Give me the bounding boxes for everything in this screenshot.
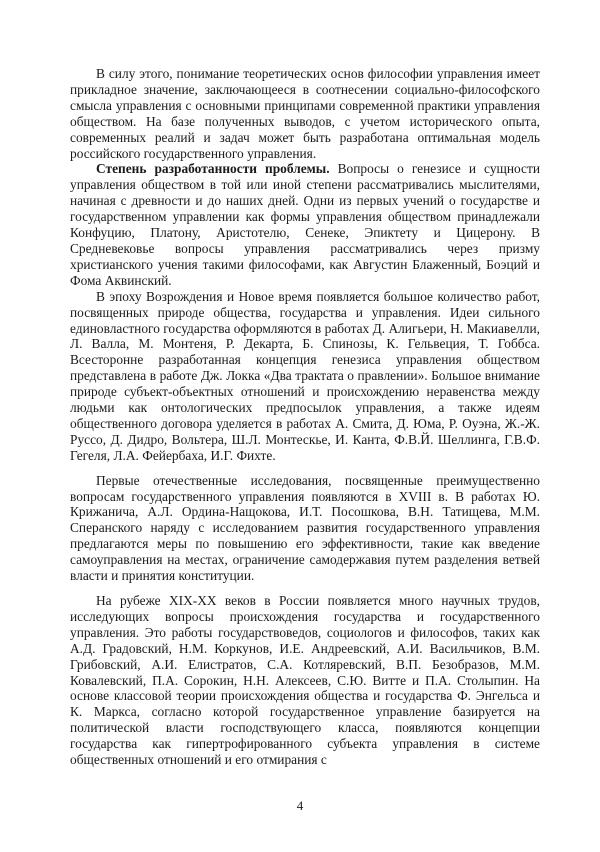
paragraph-4-text: Первые отечественные исследования, посвященные преимущественно вопросам государственного управления появляются в XVIII в. В работах Ю. Крижанича, А.Л. Ордина-Нащокова, И.Т. Посошкова, В.Н. Татищева, М.М. Сперанского наряду с исследованием развития государственного управления предлагаются меры по повышению его эффективности, такие как введение самоуправления на местах, ограничение самодержавия путем разделения ветвей власти и принятия конституции.	[70, 472, 540, 584]
section-heading-inline: Степень разработанности проблемы.	[96, 161, 330, 177]
paragraph-1-text: В силу этого, понимание теоретических основ философии управления имеет прикладное значение, заключающееся в соотнесении социально-философского смысла управления с основными принципами современной практики управления обществом. На базе полученных выводов, с учетом исторического опыта, современных реалий и задач может быть разработана оптимальная модель российского государственного управления.	[70, 66, 540, 161]
paragraph-1	[70, 66, 540, 161]
paragraph-4	[70, 473, 540, 584]
paragraph-3	[70, 289, 540, 464]
paragraph-3-text: В эпоху Возрождения и Новое время появляется большое количество работ, посвященных природе общества, государства и управления. Идеи сильного единовластного государства оформляются в работах Д. Алигьери, Н. Макиавелли, Л. Валла, М. Монтеня, Р. Декарта, Б. Спинозы, К. Гельвеция, Т. Гоббса. Всесторонне разработанная концепция генезиса управления обществом представлена в работе Дж. Локка «Два трактата о правлении». Большое внимание природе субъект-объектных отношений и происхождению неравенства между людьми как онтологических предпосылок управления, а также идеям общественного договора уделяется в работах А. Смита, Д. Юма, Р. Оуэна, Ж.-Ж. Руссо, Д. Дидро, Вольтера, Ш.Л. Монтескье, И. Канта, Ф.В.Й. Шеллинга, Г.В.Ф. Гегеля, Л.А. Фейербаха, И.Г. Фихте.	[70, 288, 540, 463]
paragraph-2-text: Вопросы о генезисе и сущности управления обществом в той или иной степени рассматривались мыслителями, начиная с древности и до наших дней. Одни из первых учений о государстве и государственном управлении как формы управления обществом принадлежали Конфуцию, Платону, Аристотелю, Сенеке, Эпиктету и Цицерону. В Средневековье вопросы управления рассматривались через призму христианского учения такими философами, как Августин Блаженный, Боэций и Фома Аквинский.	[70, 161, 540, 288]
page-number: 4	[296, 798, 304, 813]
paragraph-2	[70, 161, 540, 288]
paragraph-5	[70, 593, 540, 768]
document-page	[70, 66, 540, 768]
paragraph-5-text: На рубеже XIX-XX веков в России появляется много научных трудов, исследующих вопросы происхождения государства и государственного управления. Это работы государствоведов, социологов и философов, таких как А.Д. Градовский, Н.М. Коркунов, И.Е. Андреевский, А.И. Васильчиков, В.М. Грибовский, А.И. Елистратов, С.А. Котляревский, В.П. Безобразов, М.М. Ковалевский, П.А. Сорокин, Н.Н. Алексеев, С.Ю. Витте и П.А. Столыпин. На основе классовой теории происхождения общества и государства Ф. Энгельса и К. Маркса, согласно которой государственное управление базируется на политической власти господствующего класса, появляются концепции государства как гипертрофированного субъекта управления в системе общественных отношений и его отмирания с	[70, 593, 540, 768]
